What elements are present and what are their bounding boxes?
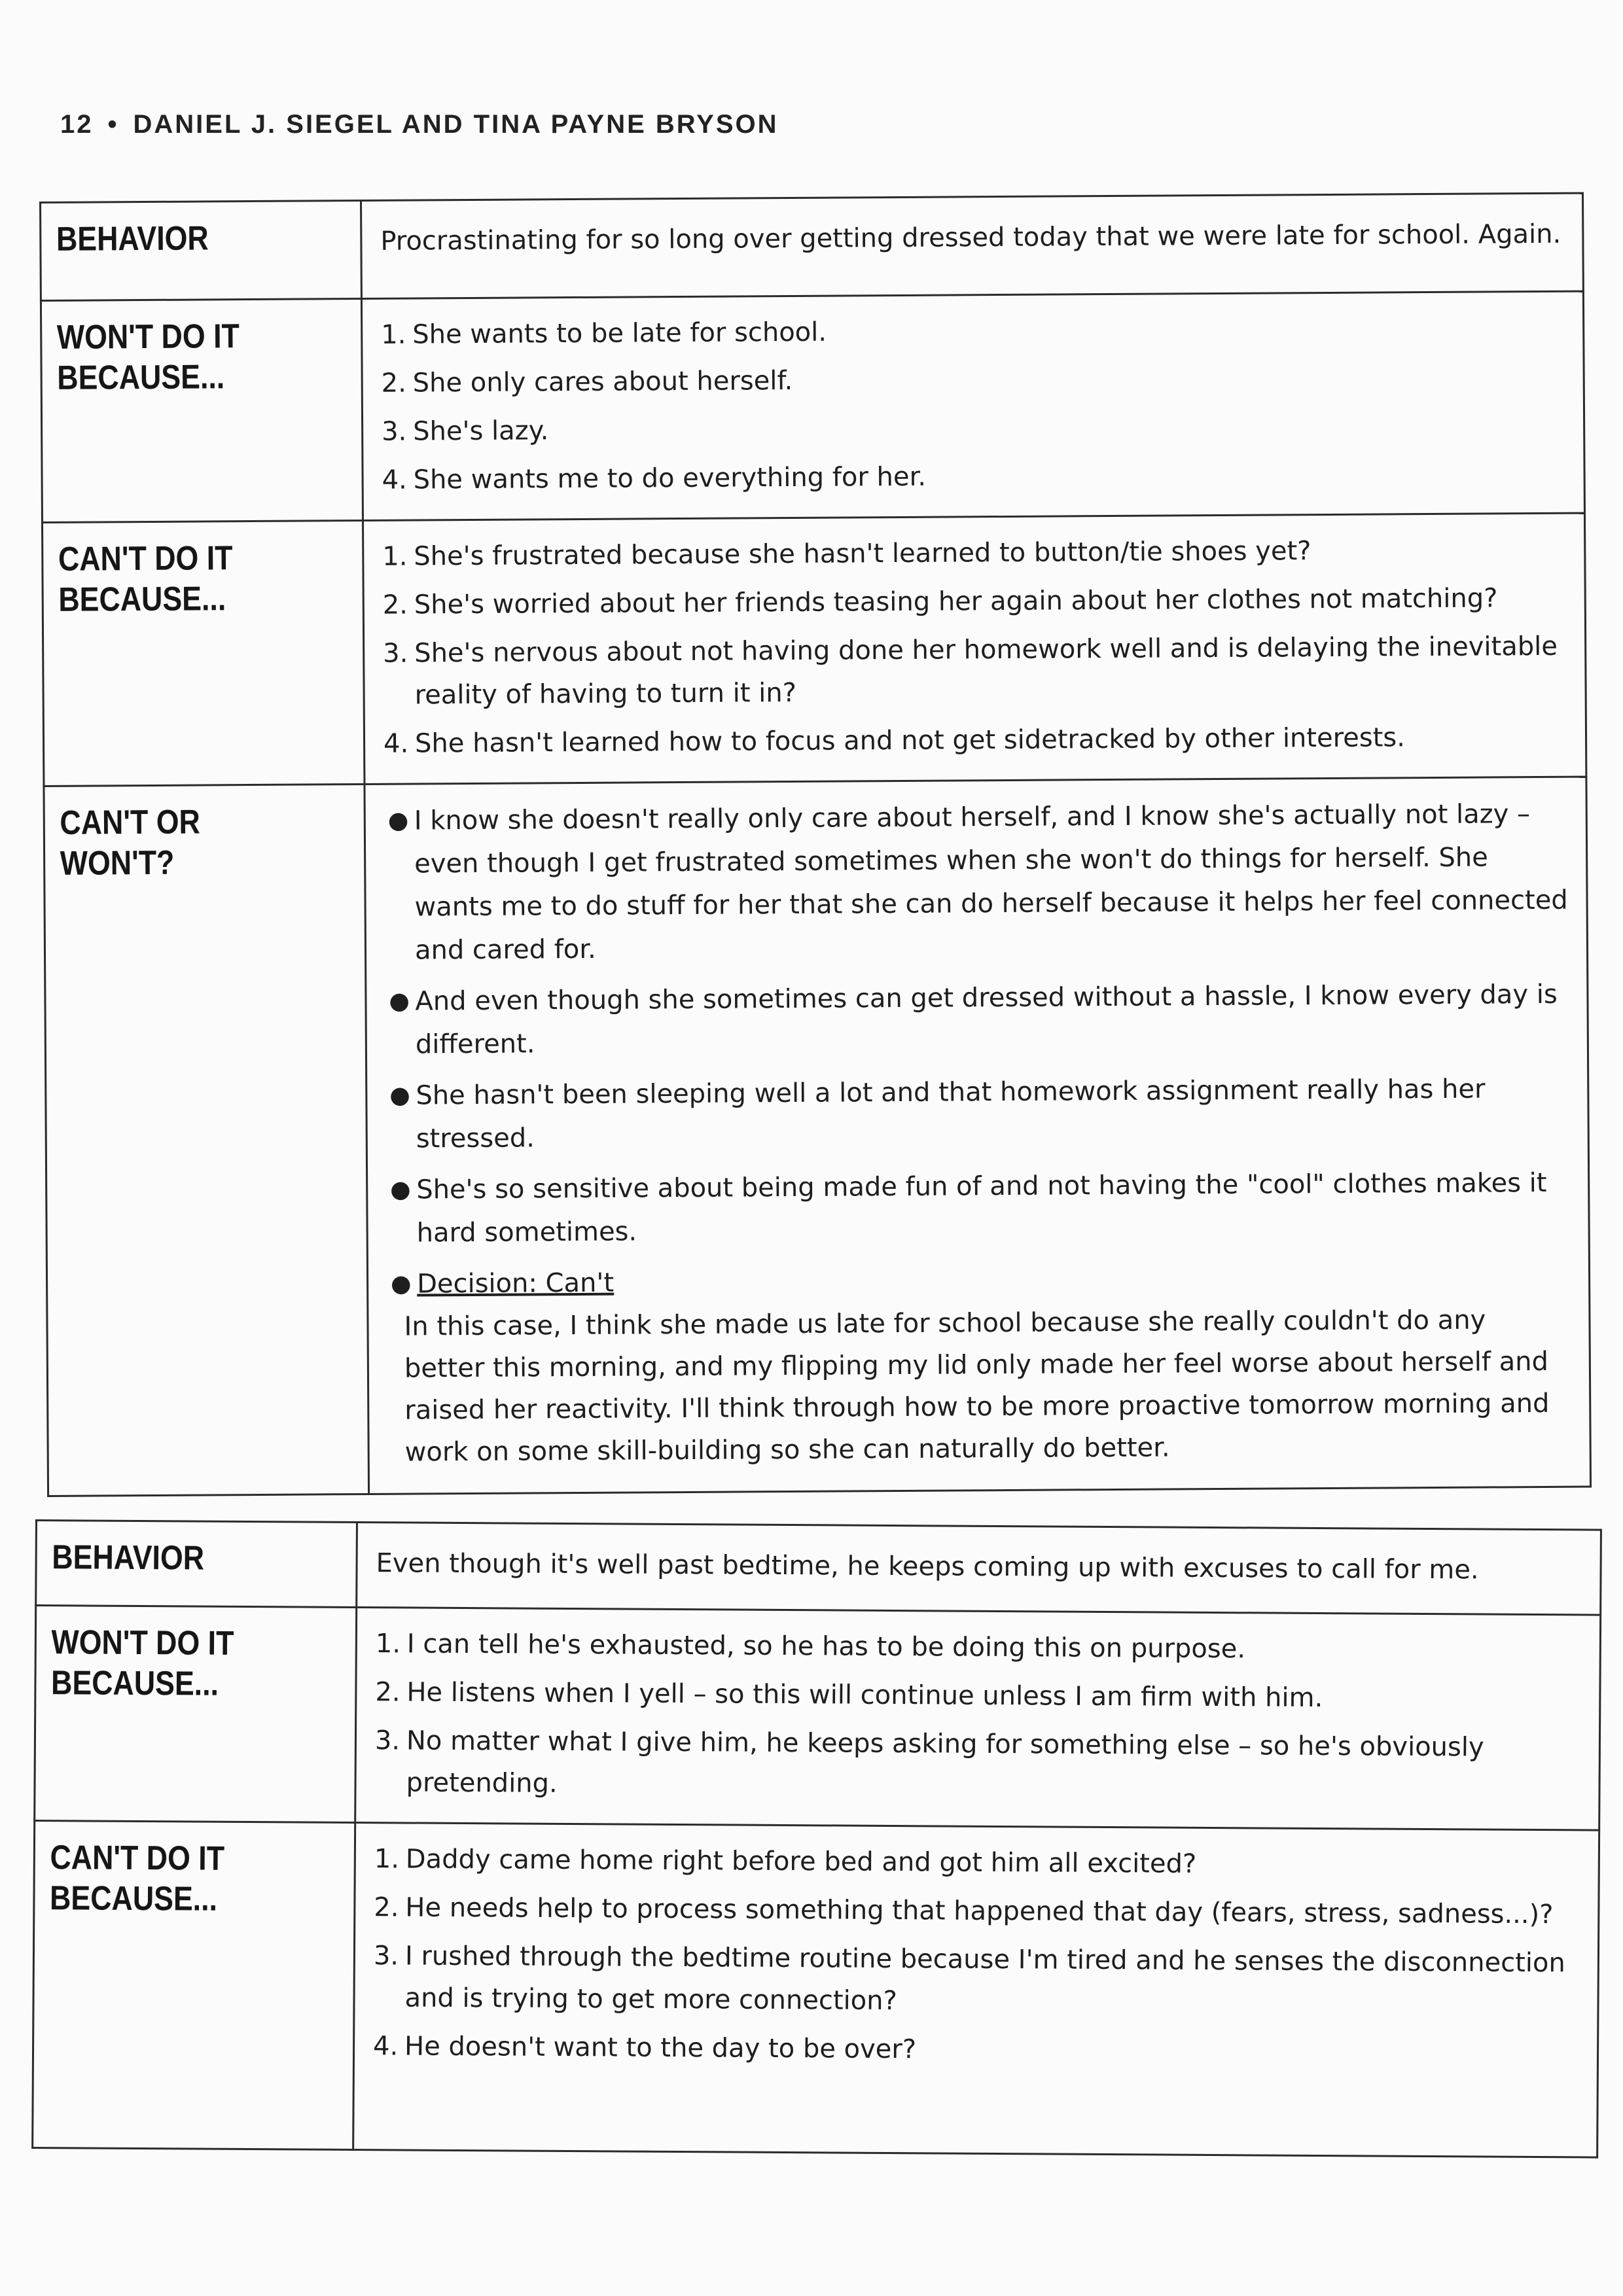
wont-do-it-row [41,291,1584,522]
list-item: 3. She's nervous about not having done her homework well and is delaying the inevitable reality of having to turn it in? [383,631,1558,711]
decision-label: Decision: Can't [416,1267,615,1299]
list-item: 2. He needs help to process something that happened that day (fears, stress, sadness...)? [374,1892,1554,1930]
author-names: DANIEL J. SIEGEL AND TINA PAYNE BRYSON [133,110,779,139]
bullet-icon: ● [389,1082,410,1109]
list-item: 4. She wants me to do everything for her. [382,461,927,495]
row-heading-cant-do-it: CAN'T DO IT BECAUSE... [42,521,319,786]
reflection-bullets [384,792,1574,1474]
list-item: 1. She wants to be late for school. [381,317,827,350]
behavior-text: Procrastinating for so long over getting dressed today that we were late for school. Again. [361,193,1584,298]
wont-do-it-row [35,1606,1601,1831]
cant-or-wont-row [44,777,1591,1496]
list-item: 1. I can tell he's exhausted, so he has to be doing this on purpose. [375,1629,1246,1665]
row-heading-cant-or-wont: CAN'T OR WON'T? [44,785,324,1496]
list-item: 1. Daddy came home right before bed and got him all excited? [374,1844,1197,1879]
list-item: 3. She's lazy. [382,415,549,447]
decision-text: In this case, I think she made us late for school because she really couldn't do any better this morning, and my flipping my lid only made her feel worse about herself and raised her reactivity. I'll think through how to be more proactive tomorrow morning and work on some skill-building so she can naturally do better. [404,1305,1550,1468]
list-item: ● I know she doesn't really only care about herself, and I know she's actually not lazy – even though I get frustrated sometimes when she won't do things for herself. She wants me to do stuff for her that she can do herself because it helps her feel connected and cared for. [387,799,1568,966]
behavior-row [36,1521,1601,1616]
list-item: 4. She hasn't learned how to focus and not get sidetracked by other interests. [383,722,1406,759]
cant-do-it-row [42,513,1586,786]
header-separator: • [107,110,119,139]
wont-reasons-list [374,1623,1584,1810]
list-item: ● She's so sensitive about being made fun of and not having the "cool" clothes makes it hard sometimes. [390,1167,1547,1248]
row-heading-behavior: BEHAVIOR [36,1521,312,1608]
worksheet-table-dressing [39,192,1592,1497]
row-heading-cant-do-it: CAN'T DO IT BECAUSE... [33,1821,310,2150]
list-item: 2. He listens when I yell – so this will continue unless I am firm with him. [375,1677,1323,1714]
list-item: 1. She's frustrated because she hasn't learned to button/tie shoes yet? [382,536,1311,572]
row-heading-wont-do-it: WON'T DO IT BECAUSE... [35,1606,312,1823]
wont-reasons-list [381,307,1568,501]
list-item: 3. I rushed through the bedtime routine because I'm tired and he senses the disconnection and is trying to get more connection? [373,1941,1565,2017]
page-number: 12 [60,110,94,139]
bullet-icon: ● [390,1176,411,1203]
cant-do-it-row [33,1821,1599,2158]
list-item: 3. No matter what I give him, he keeps asking for something else – so he's obviously pretending. [374,1725,1484,1799]
running-head [60,110,779,139]
list-item: 2. She only cares about herself. [381,365,793,398]
behavior-text: Even though it's well past bedtime, he keeps coming up with excuses to call for me. [357,1523,1601,1616]
bullet-icon: ● [390,1270,412,1298]
worksheet-table-bedtime [31,1519,1602,2159]
list-item: 2. She's worried about her friends teasing her again about her clothes not matching? [382,583,1498,620]
bullet-icon: ● [389,987,410,1015]
bullet-icon: ● [387,807,409,834]
row-heading-behavior: BEHAVIOR [41,201,317,301]
cant-reasons-list [373,1838,1582,2074]
cant-reasons-list [382,529,1569,765]
row-heading-wont-do-it: WON'T DO IT BECAUSE... [41,299,317,523]
list-item: 4. He doesn't want to the day to be over? [372,2031,917,2065]
list-item: ● And even though she sometimes can get dressed without a hassle, I know every day is different. [389,979,1558,1060]
list-item: ● She hasn't been sleeping well a lot and that homework assignment really has her stressed. [389,1074,1486,1154]
decision-item [387,1256,1574,1474]
behavior-row [41,193,1584,300]
